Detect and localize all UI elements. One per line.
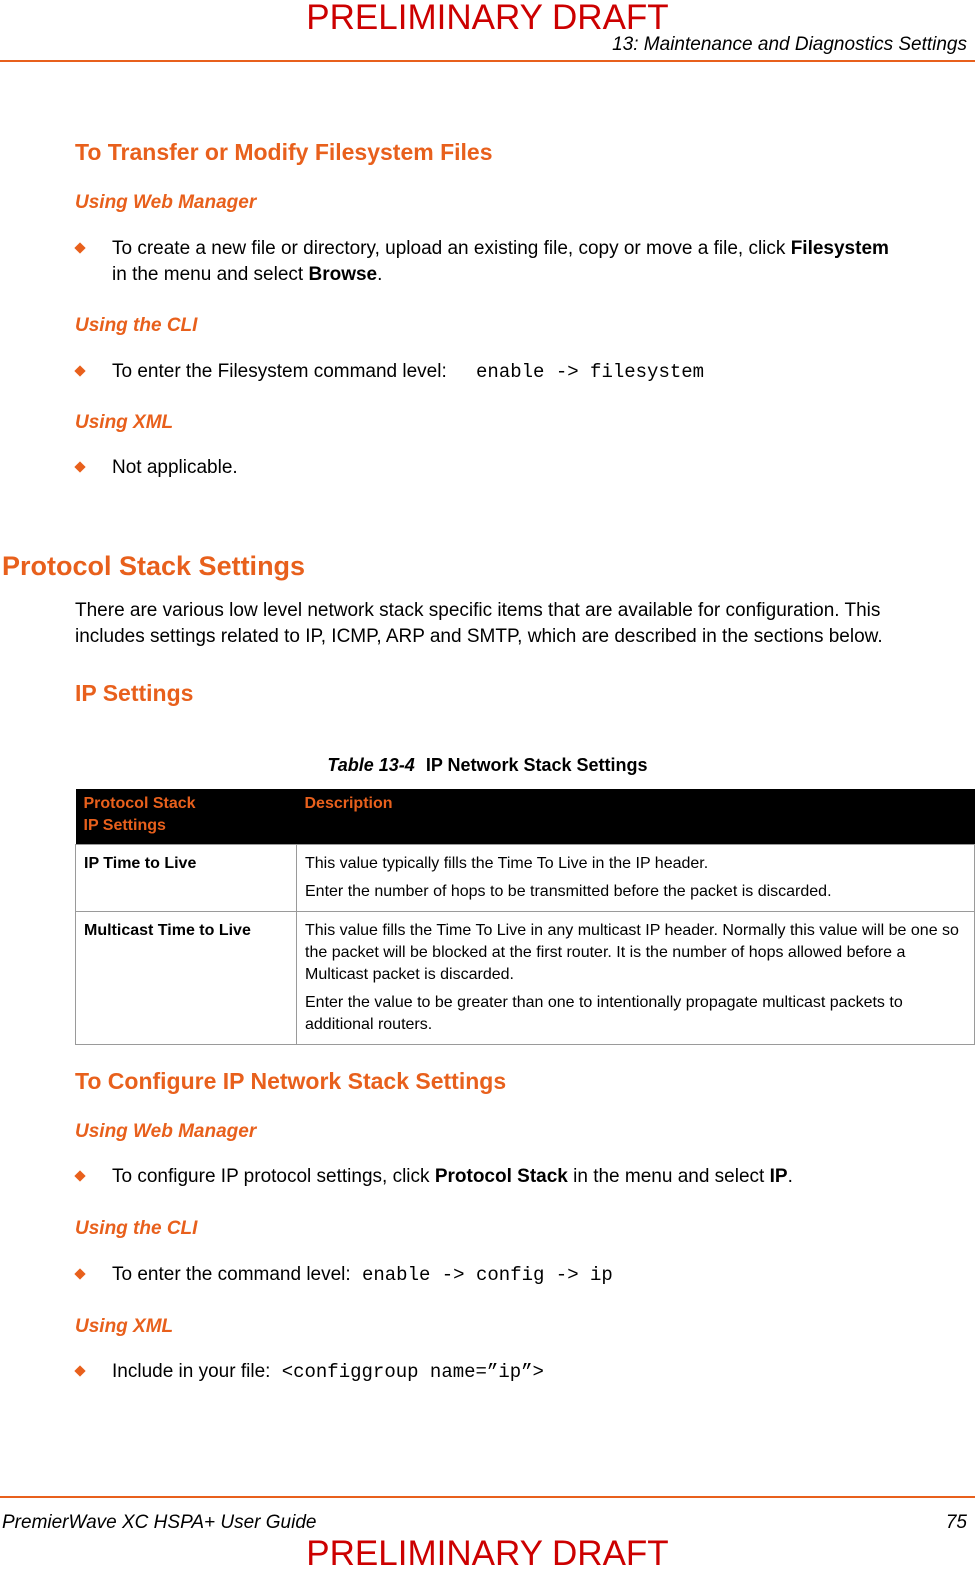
- setting-description: [297, 845, 975, 912]
- configure-web-manager-label: Using Web Manager: [75, 1121, 257, 1142]
- setting-name: Multicast Time to Live: [76, 912, 297, 1045]
- header-line: IP Settings: [83, 817, 166, 834]
- filesystem-web-manager-label: Using Web Manager: [75, 192, 257, 213]
- menu-item-name: Protocol Stack: [434, 1166, 568, 1187]
- table-row: [76, 912, 975, 1045]
- configure-cli-label: Using the CLI: [75, 1218, 198, 1239]
- ip-network-stack-table: [75, 789, 975, 1045]
- bullet-text: To create a new file or directory, upload an existing file, copy or move a file, click: [112, 238, 791, 259]
- cli-command: enable -> filesystem: [476, 361, 705, 383]
- bullet-text: in the menu and select: [567, 1166, 770, 1187]
- bullet-text: in the menu and select: [112, 264, 309, 285]
- bullet-text: To enter the command level:: [112, 1264, 351, 1285]
- footer-rule: [0, 1496, 975, 1498]
- description-paragraph: Enter the number of hops to be transmitted before the packet is discarded.: [305, 883, 832, 900]
- filesystem-xml-label: Using XML: [75, 412, 174, 433]
- column-header-description: Description: [297, 789, 975, 845]
- bullet-text: Not applicable.: [112, 457, 238, 478]
- bullet-text: To configure IP protocol settings, click: [112, 1166, 435, 1187]
- table-row: [76, 845, 975, 912]
- filesystem-cli-label: Using the CLI: [75, 315, 198, 336]
- description-paragraph: This value fills the Time To Live in any multicast IP header. Normally this value will be one so the packet will be blocked at the first router. It is the number of hops allowed before a Multicast packet is discarded.: [305, 922, 959, 983]
- protocol-stack-heading: Protocol Stack Settings: [2, 551, 306, 581]
- filesystem-cli-bullet: [76, 359, 966, 385]
- cli-command: enable -> config -> ip: [361, 1264, 613, 1286]
- setting-description: [297, 912, 975, 1045]
- bullet-text: .: [787, 1166, 793, 1187]
- guide-title: PremierWave XC HSPA+ User Guide: [2, 1512, 317, 1533]
- table-number: Table 13-4: [327, 755, 415, 775]
- bullet-text: Include in your file:: [112, 1361, 271, 1382]
- setting-name: IP Time to Live: [76, 845, 297, 912]
- diamond-bullet-icon: [74, 365, 85, 376]
- menu-item-name: Filesystem: [790, 238, 889, 259]
- configure-ip-heading: To Configure IP Network Stack Settings: [75, 1068, 507, 1094]
- intro-line: includes settings related to IP, ICMP, ARP and SMTP, which are described in the sections below.: [75, 626, 883, 647]
- diamond-bullet-icon: [74, 1170, 85, 1181]
- table-title: IP Network Stack Settings: [425, 755, 648, 775]
- filesystem-heading: To Transfer or Modify Filesystem Files: [75, 139, 493, 165]
- diamond-bullet-icon: [74, 1268, 85, 1279]
- intro-line: There are various low level network stack specific items that are available for configuration. This: [75, 600, 881, 621]
- bullet-text: To enter the Filesystem command level:: [112, 361, 447, 382]
- table-header-row: [76, 789, 975, 845]
- xml-command: <configgroup name=”ip”>: [281, 1361, 544, 1383]
- configure-cli-bullet: [76, 1262, 966, 1288]
- menu-item-name: Browse: [308, 264, 378, 285]
- table-caption: [0, 755, 975, 776]
- column-header-setting: [76, 789, 297, 845]
- page-number: 75: [945, 1512, 967, 1533]
- description-paragraph: Enter the value to be greater than one to intentionally propagate multicast packets to additional routers.: [305, 994, 903, 1033]
- ip-settings-heading: IP Settings: [75, 680, 194, 706]
- watermark-bottom: PRELIMINARY DRAFT: [306, 1534, 669, 1573]
- menu-item-name: IP: [769, 1166, 788, 1187]
- header-rule: [0, 60, 975, 62]
- bullet-text: .: [377, 264, 383, 285]
- diamond-bullet-icon: [74, 1365, 85, 1376]
- configure-web-manager-bullet: [76, 1164, 966, 1190]
- configure-xml-bullet: [76, 1359, 966, 1385]
- configure-xml-label: Using XML: [75, 1316, 174, 1337]
- diamond-bullet-icon: [74, 242, 85, 253]
- diamond-bullet-icon: [74, 461, 85, 472]
- description-paragraph: This value typically fills the Time To Live in the IP header.: [305, 855, 709, 872]
- filesystem-web-manager-bullet: [76, 236, 966, 288]
- protocol-stack-intro: [75, 598, 883, 650]
- filesystem-xml-bullet: [76, 455, 966, 481]
- chapter-title: 13: Maintenance and Diagnostics Settings: [612, 34, 967, 55]
- header-line: Protocol Stack: [83, 795, 196, 812]
- watermark-top: PRELIMINARY DRAFT: [306, 0, 669, 37]
